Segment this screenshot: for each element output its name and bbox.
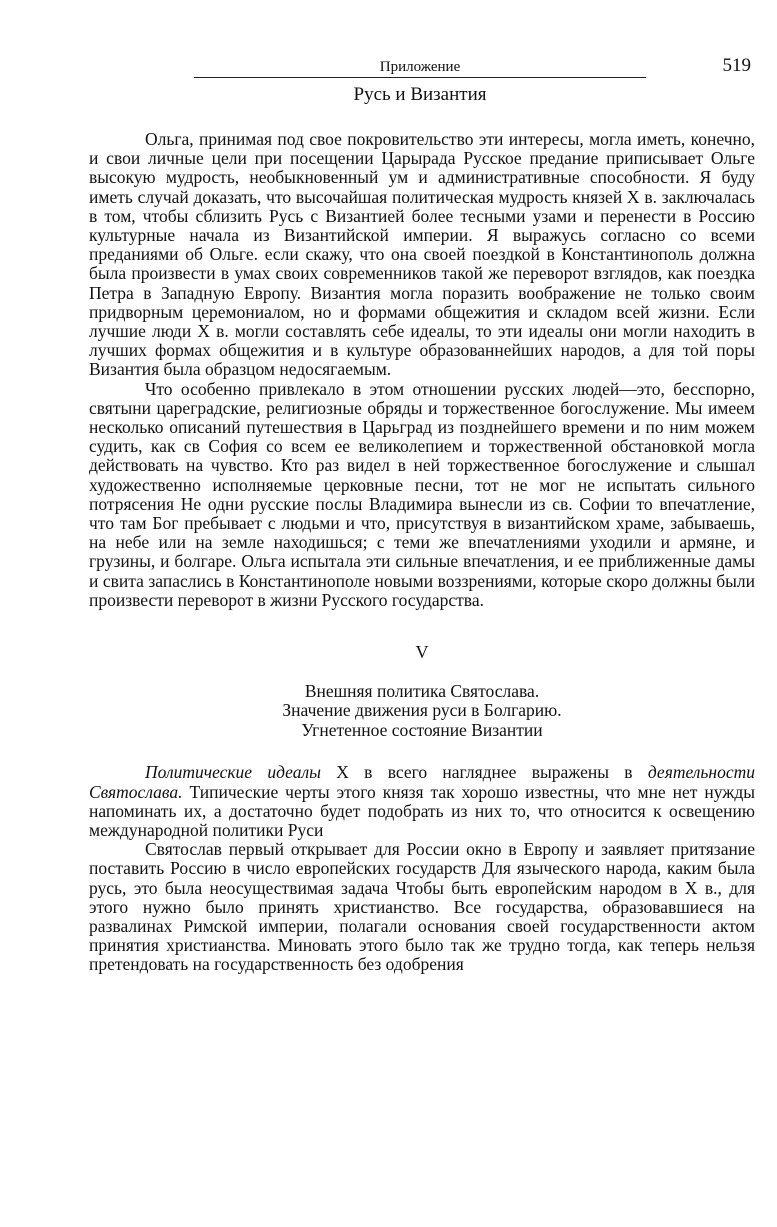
paragraph-svyatoslav: Святослав первый открывает для России окно в Европу и заявляет притязание поставить Россию в число европейских государств Для языческого народа, каким была русь, это была неосуществимая задача Чтобы быть европейским народом в X в., для этого нужно было принять христианство. Все государства, образовавшиеся на развалинах Римской империи, полагали основания своей государственности актом принятия христианства. Миновать этого было так же трудно тогда, как теперь нельзя претендовать на государственность без одобрения [89, 839, 755, 975]
italic-phrase: деятельности Святослава. [89, 762, 755, 802]
chapter-title-line: Значение движения руси в Болгарию. [282, 700, 562, 721]
page-body [89, 130, 755, 975]
paragraph-tsargrad: Что особенно привлекало в этом отношении русских людей—это, бесспорно, святыни цареградские, религиозные обряды и торжественное богослужение. Мы имеем несколько описаний путешествия в Царьград из позднейшего времени и по ним можем судить, как св София со всем ее великолепием и торжественной обстановкой могла действовать на чувство. Кто раз видел в ней торжественное богослужение и слышал художественно исполняемые церковные песни, тот не мог не испытать сильного потрясения Не одни русские послы Владимира вынесли из св. Софии то впечатление, что там Бог пребывает с людьми и что, присутствуя в византийском храме, забываешь, на небе или на земле находишься; с теми же впечатлениями уходили и армяне, и грузины, и болгаре. Ольга испытала эти сильные впечатления, и ее приближенные дамы и свита запаслись в Константинополе новыми воззрениями, которые скоро должны были произвести переворот в жизни Русского государства. [89, 378, 755, 610]
text-run: X в всего нагляднее выражены в [320, 762, 648, 783]
page-number: 519 [722, 55, 751, 76]
paragraph-olga: Ольга, принимая под свое покровительство эти интересы, могла иметь, конечно, и свои личные цели при посещении Царырада Русское предание приписывает Ольге высокую мудрость, необыкновенный ум и административные способности. Я буду иметь случай доказать, что высочайшая политическая мудрость князей X в. заключалась в том, чтобы сблизить Русь с Византией более тесными узами и перенести в Россию культурные начала из Византийской империи. Я выражусь согласно со всеми преданиями об Ольге. если скажу, что она своей поездкой в Константинополь должна была произвести в умах своих современников такой же переворот взглядов, как поездка Петра в Западную Европу. Византия могла поразить воображение не только своим придворным церемониалом, но и формами общежития и складом всей жизни. Если лучшие люди X в. могли составлять себе идеалы, то эти идеалы они могли находить в лучших формах общежития и в культуре образованнейших народов, а для той поры Византия была образцом недосягаемым. [89, 129, 755, 380]
spacer [89, 740, 755, 763]
chapter-title-line: Угнетенное состояние Византии [301, 719, 543, 740]
chapter-heading [89, 643, 755, 740]
text-run: Типические черты этого князя так хорошо известны, что мне нет нужды напоминать их, а достаточно будет подобрать из них то, что относится к освещению международной политики Руси [89, 781, 755, 841]
italic-phrase: Политические идеалы [145, 762, 321, 783]
paragraph-political-ideals [89, 763, 755, 840]
chapter-title-line: Внешняя политика Святослава. [304, 680, 540, 701]
chapter-number: V [415, 642, 429, 663]
section-title: Русь и Византия [353, 84, 487, 105]
running-title: Приложение [194, 58, 646, 78]
